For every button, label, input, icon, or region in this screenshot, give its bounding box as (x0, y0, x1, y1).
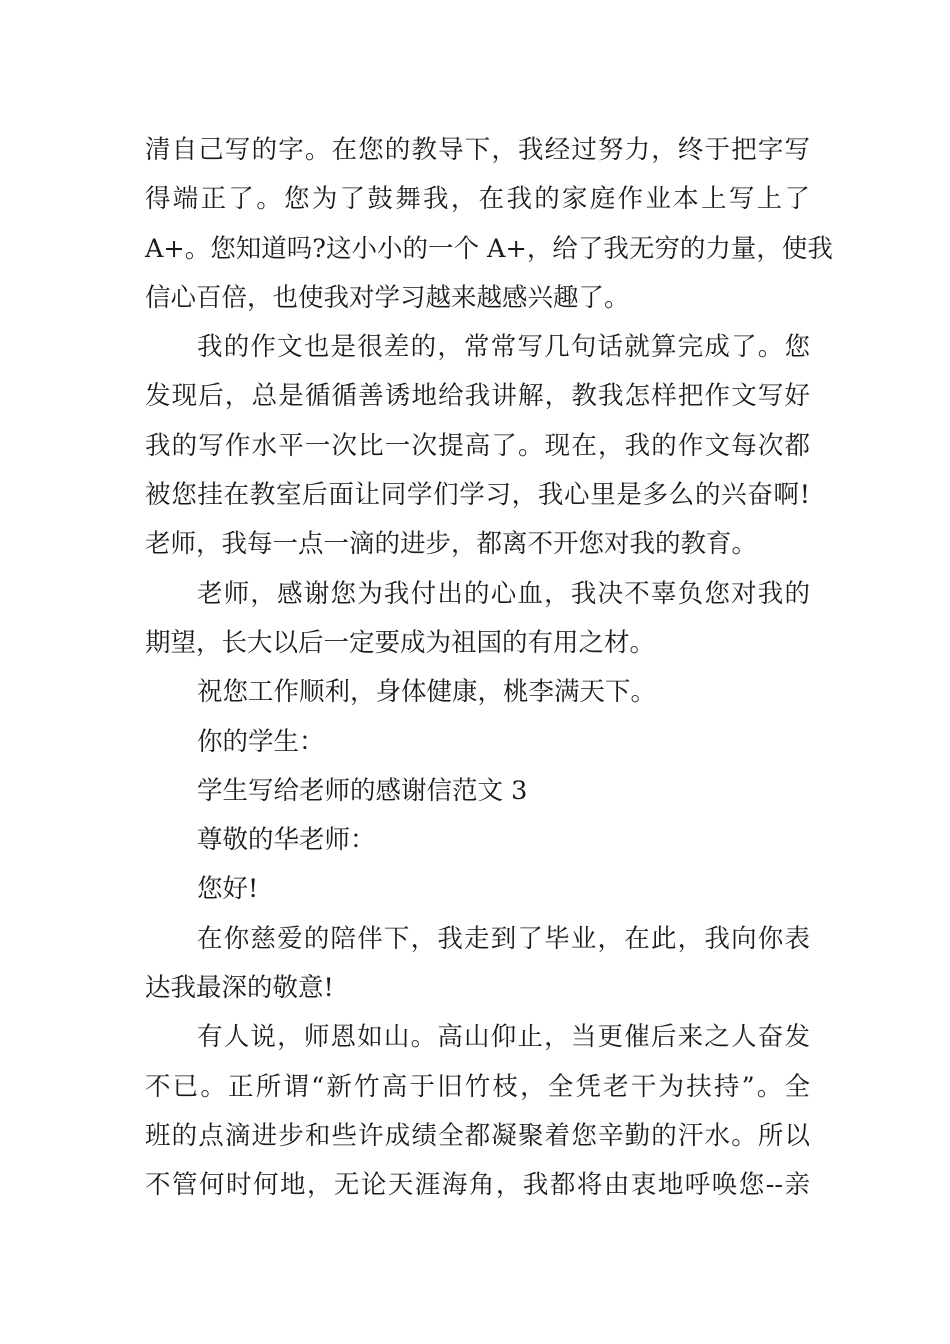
text-line: 期望，长大以后一定要成为祖国的有用之材。 (145, 627, 656, 658)
letter-body (145, 126, 833, 1211)
text-line: 我的作文也是很差的，常常写几句话就算完成了。您 (197, 332, 810, 363)
text-line: 发现后，总是循循善诱地给我讲解，教我怎样把作文写好 (145, 381, 810, 412)
text-line: 在你慈爱的陪伴下，我走到了毕业，在此，我向你表 (197, 923, 810, 954)
text-line: A+。您知道吗?这小小的一个 A+，给了我无穷的力量，使我 (145, 233, 833, 264)
salutation: 尊敬的华老师： (197, 825, 376, 856)
signature-label: 你的学生： (197, 726, 325, 757)
text-line: 班的点滴进步和些许成绩全都凝聚着您辛勤的汗水。所以 (145, 1120, 810, 1151)
text-line: 老师，感谢您为我付出的心血，我决不辜负您对我的 (197, 578, 810, 609)
text-line: 清自己写的字。在您的教导下，我经过努力，终于把字写 (145, 135, 810, 165)
text-line: 老师，我每一点一滴的进步，都离不开您对我的教育。 (145, 529, 758, 560)
text-line: 信心百倍，也使我对学习越来越感兴趣了。 (145, 282, 630, 313)
text-line: 有人说，师恩如山。高山仰止，当更催后来之人奋发 (197, 1022, 810, 1053)
section-title: 学生写给老师的感谢信范文 3 (197, 775, 528, 806)
text-line: 祝您工作顺利，身体健康，桃李满天下。 (197, 677, 657, 708)
text-line: 被您挂在教室后面让同学们学习，我心里是多么的兴奋啊! (145, 480, 810, 511)
text-line: 不管何时何地，无论天涯海角，我都将由衷地呼唤您--亲 (145, 1170, 810, 1201)
text-line: 我的写作水平一次比一次提高了。现在，我的作文每次都 (145, 430, 810, 461)
text-line: 达我最深的敬意! (145, 973, 334, 1004)
text-line: 得端正了。您为了鼓舞我，在我的家庭作业本上写上了 (145, 184, 810, 215)
text-line: 不已。正所谓“新竹高于旧竹枝，全凭老干为扶持”。全 (145, 1071, 810, 1102)
greeting: 您好! (197, 874, 259, 905)
